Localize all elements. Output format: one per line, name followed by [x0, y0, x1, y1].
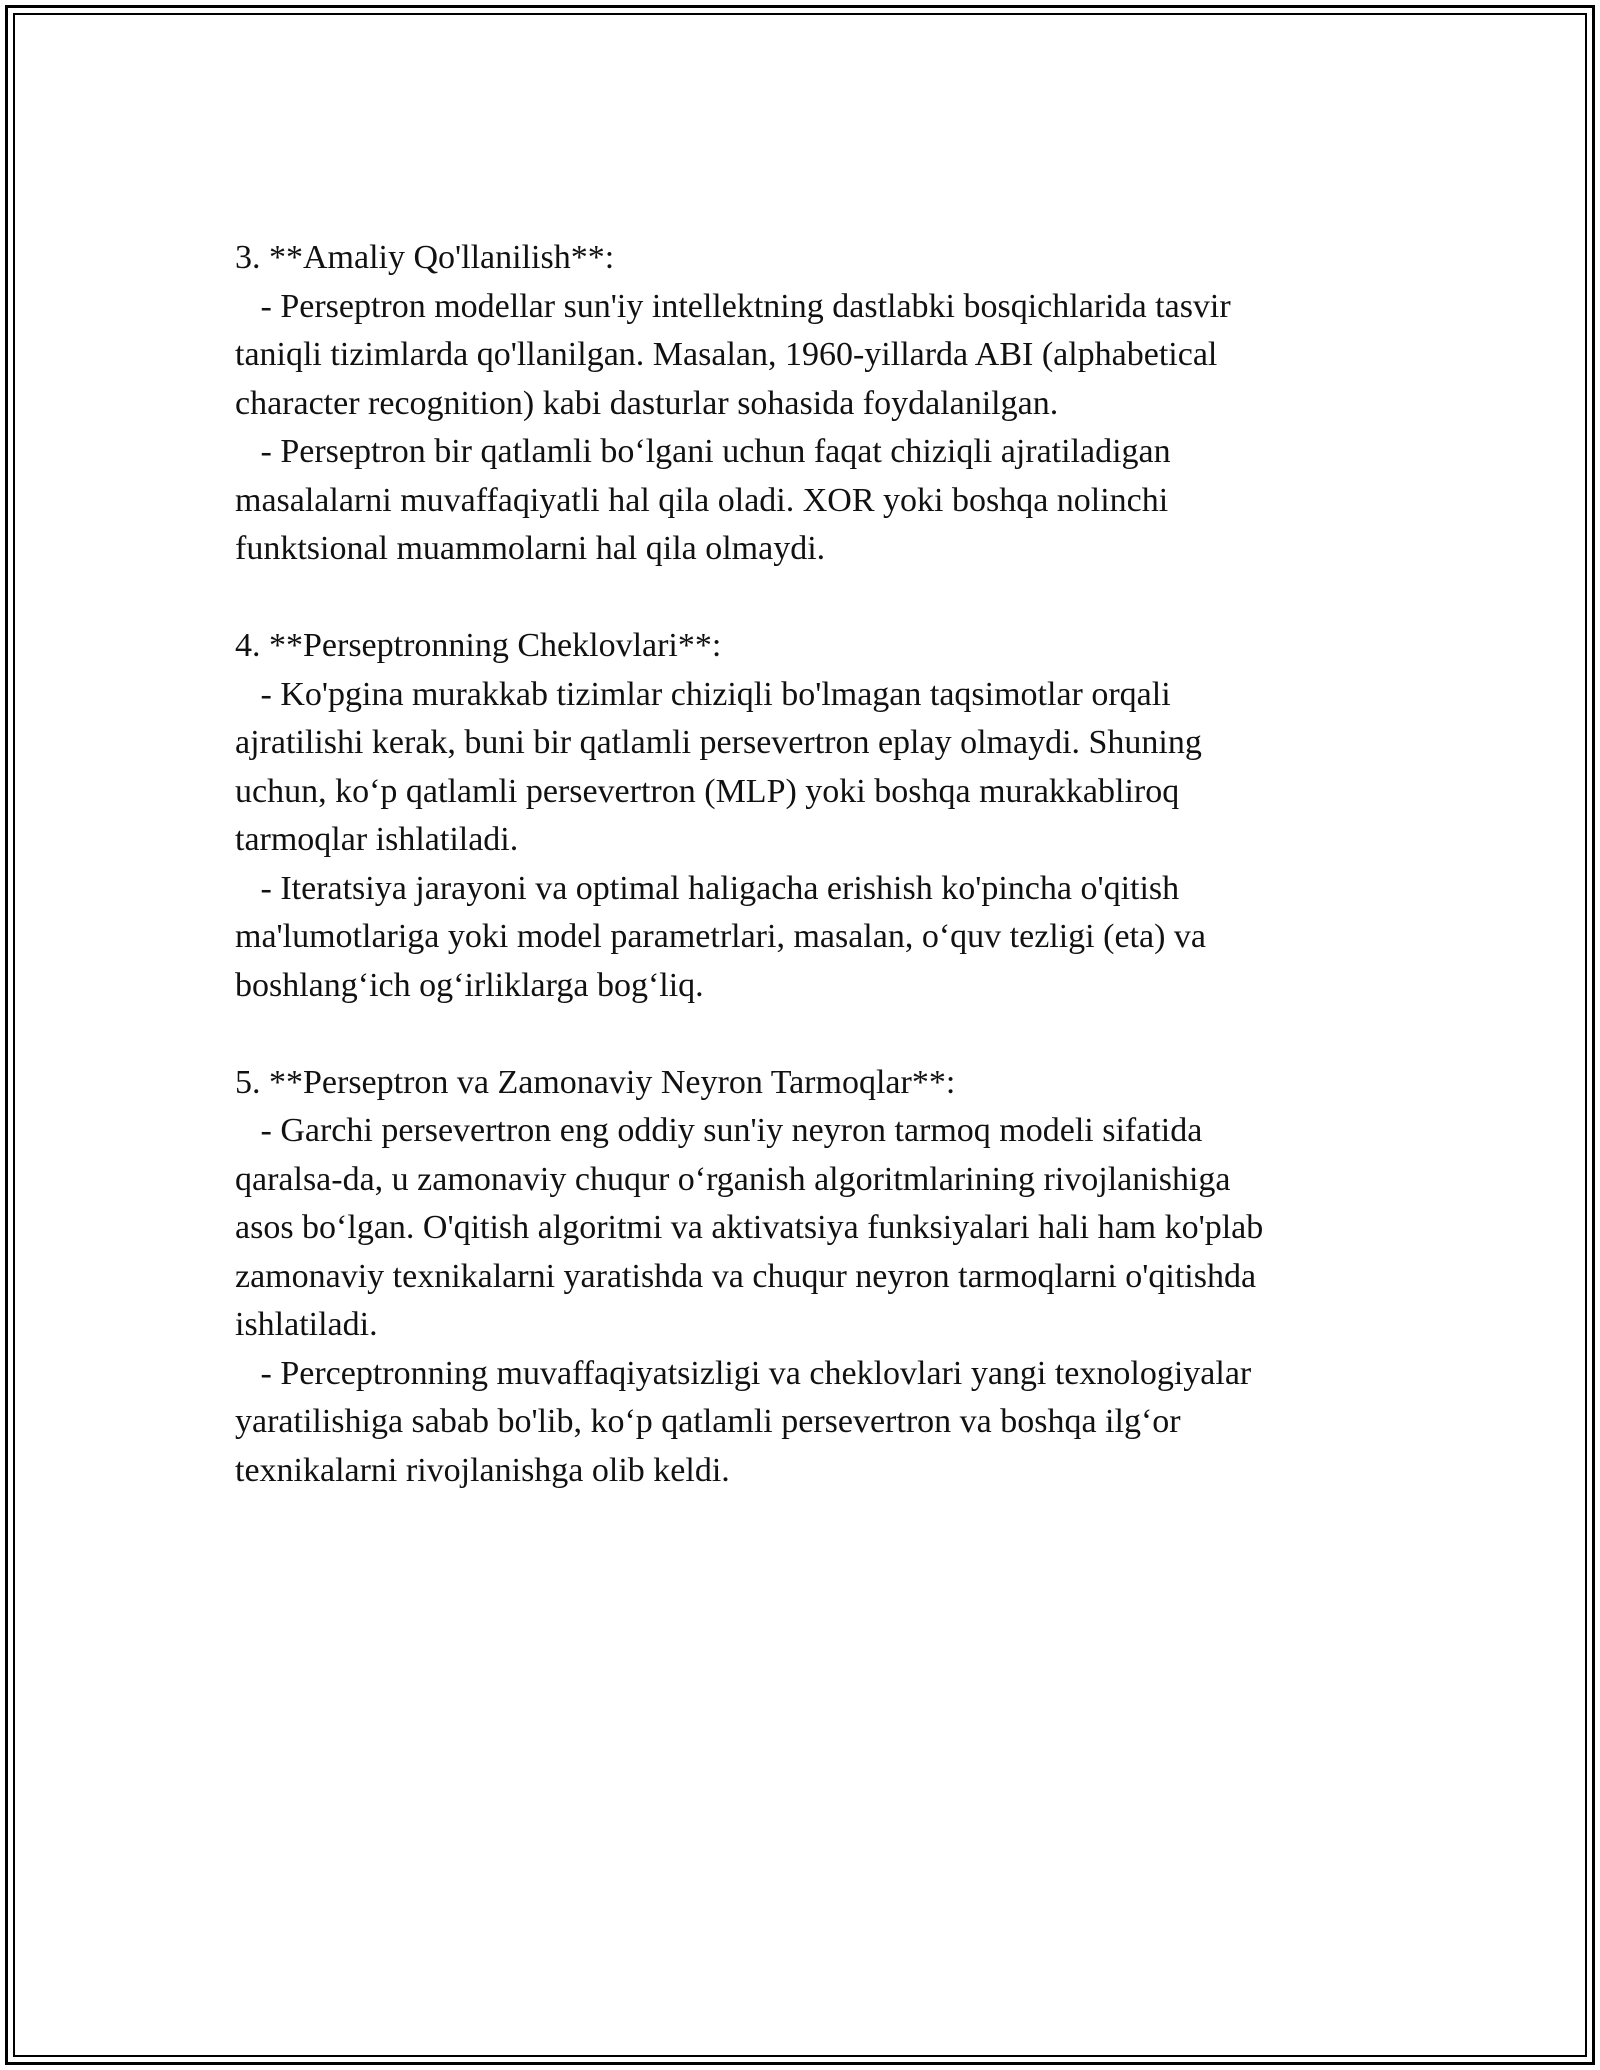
paragraph-spacer [235, 1010, 1375, 1059]
section-5-line: qaralsa-da, u zamonaviy chuqur o‘rganish algoritmlarining rivojlanishiga [235, 1160, 1231, 1198]
section-4-line: boshlang‘ich og‘irliklarga bog‘liq. [235, 966, 704, 1004]
section-3-line: masalalarni muvaffaqiyatli hal qila oladi. XOR yoki boshqa nolinchi [235, 481, 1169, 519]
section-4-line: - Iteratsiya jarayoni va optimal haligacha erishish ko'pincha o'qitish [235, 869, 1180, 907]
section-4 [235, 622, 1375, 1010]
section-5-heading: 5. **Perseptron va Zamonaviy Neyron Tarmoqlar**: [235, 1063, 956, 1101]
section-5-line: ishlatiladi. [235, 1306, 378, 1343]
section-4-line: - Ko'pgina murakkab tizimlar chiziqli bo'lmagan taqsimotlar orqali [235, 675, 1171, 713]
section-5-line: - Garchi persevertron eng oddiy sun'iy neyron tarmoq modeli sifatida [235, 1112, 1203, 1149]
section-3-line: - Perseptron modellar sun'iy intellektning dastlabki bosqichlarida tasvir [235, 287, 1231, 325]
section-5-line: yaratilishiga sabab bo'lib, ko‘p qatlamli persevertron va boshqa ilg‘or [235, 1403, 1181, 1440]
section-3-line: - Perseptron bir qatlamli bo‘lgani uchun faqat chiziqli ajratiladigan [235, 433, 1171, 470]
section-4-line: tarmoqlar ishlatiladi. [235, 821, 519, 858]
section-5-line: zamonaviy texnikalarni yaratishda va chuqur neyron tarmoqlarni o'qitishda [235, 1257, 1257, 1295]
section-4-line: ajratilishi kerak, buni bir qatlamli persevertron eplay olmaydi. Shuning [235, 724, 1202, 761]
section-5-line: - Perceptronning muvaffaqiyatsizligi va cheklovlari yangi texnologiyalar [235, 1354, 1252, 1392]
section-5 [235, 1059, 1375, 1496]
paragraph-spacer [235, 574, 1375, 623]
section-3 [235, 234, 1375, 574]
section-3-heading: 3. **Amaliy Qo'llanilish**: [235, 239, 615, 276]
section-5-line: texnikalarni rivojlanishga olib keldi. [235, 1451, 730, 1489]
section-3-line: taniqli tizimlarda qo'llanilgan. Masalan, 1960-yillarda ABI (alphabetical [235, 336, 1218, 373]
section-4-line: uchun, ko‘p qatlamli persevertron (MLP) yoki boshqa murakkabliroq [235, 772, 1180, 810]
section-4-heading: 4. **Perseptronning Cheklovlari**: [235, 627, 722, 664]
section-4-line: ma'lumotlariga yoki model parametrlari, masalan, o‘quv tezligi (eta) va [235, 918, 1206, 955]
section-3-line: character recognition) kabi dasturlar sohasida foydalanilgan. [235, 384, 1059, 422]
section-3-line: funktsional muammolarni hal qila olmaydi. [235, 530, 826, 567]
document-body [235, 234, 1375, 1495]
section-5-line: asos bo‘lgan. O'qitish algoritmi va aktivatsiya funksiyalari hali ham ko'plab [235, 1209, 1264, 1246]
